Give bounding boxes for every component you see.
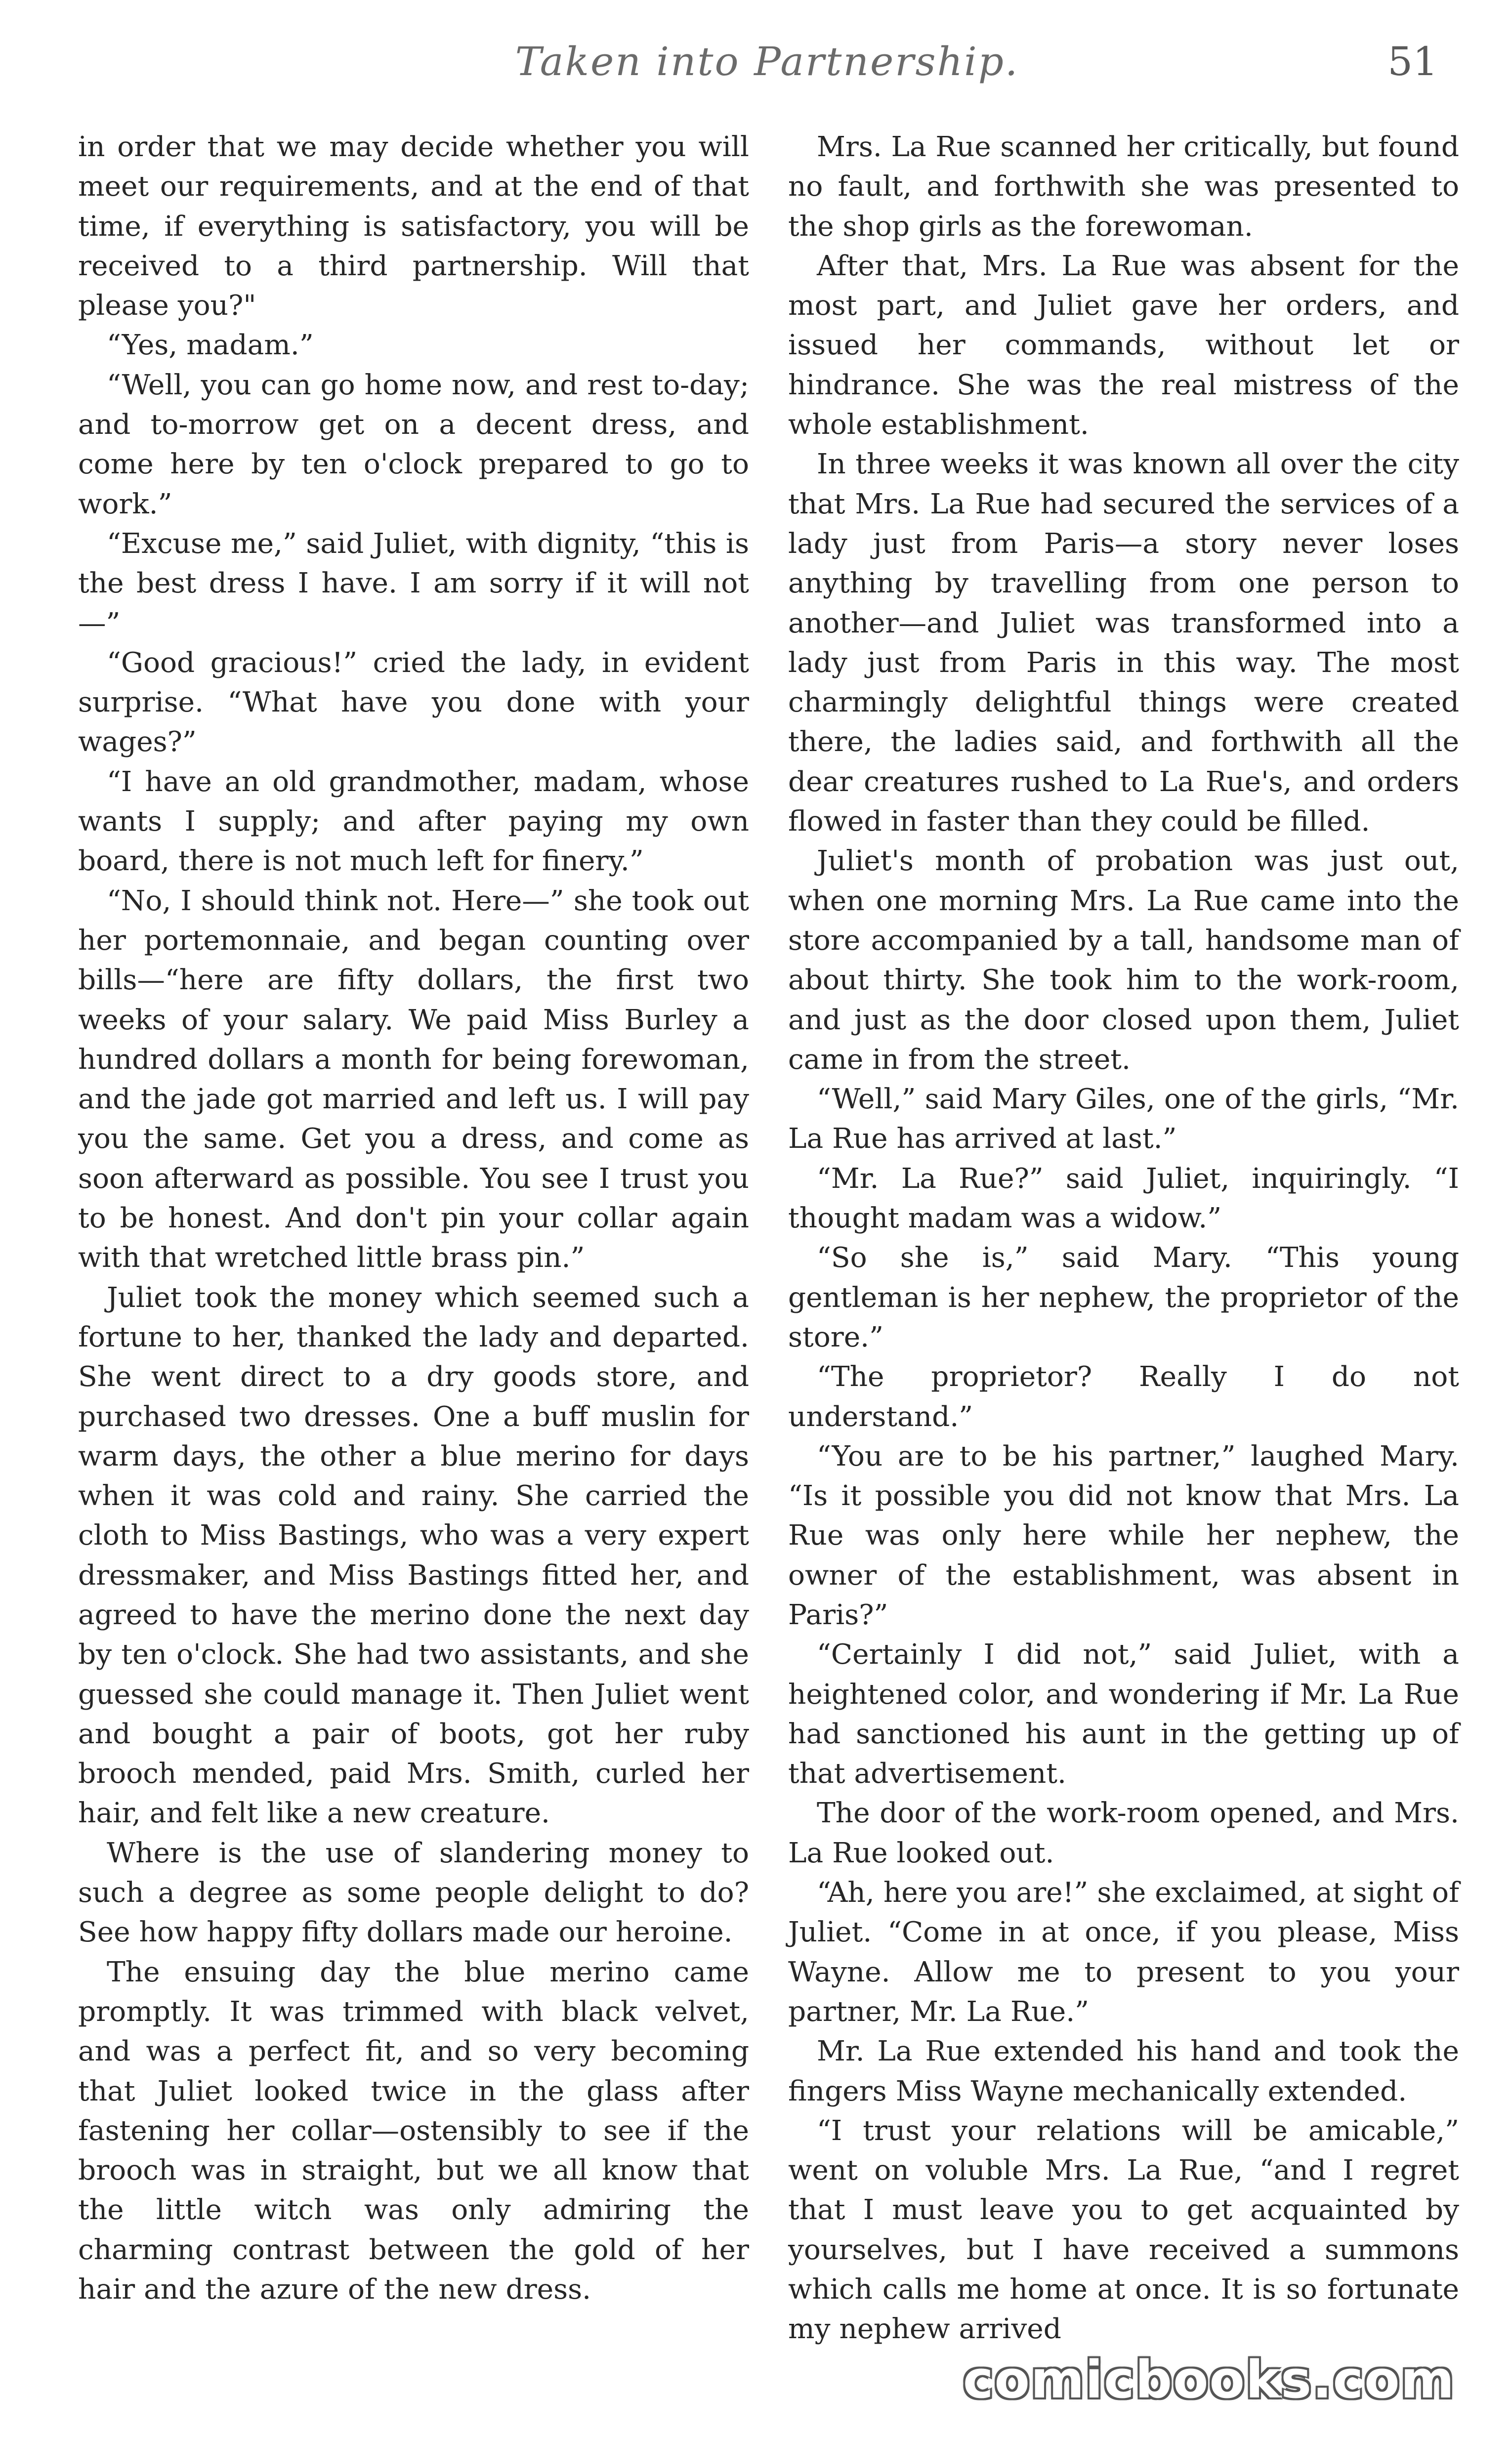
paragraph: Juliet took the money which seemed such a fortune to her, thanked the lady and departed. She went direct to a dry goods store, and purchased two dresses. One a buff muslin for warm days, the other a blue merino for days when it was cold and rainy. She carried the cloth to Miss Bastings, who was a very expert dressmaker, and Miss Bastings fitted her, and agreed to have the merino done the next day by ten o'clock. She had two assistants, and she guessed she could manage it. Then Juliet went and bought a pair of boots, got her ruby brooch mended, paid Mrs. Smith, curled her hair, and felt like a new creature.: [78, 1281, 749, 1830]
paragraph: “The proprietor? Really I do not understand.”: [788, 1361, 1459, 1433]
paragraph: “Yes, madam.”: [107, 329, 314, 362]
paragraph: Where is the use of slandering money to such a degree as some people delight to do? See how happy fifty dollars made our heroine.: [78, 1837, 749, 1949]
paragraph: “I have an old grandmother, madam, whose wants I supply; and after paying my own board, there is not much left for finery.”: [78, 765, 749, 878]
paragraph: In three weeks it was known all over the city that Mrs. La Rue had secured the services of a lady just from Paris—a story never loses anything by travelling from one person to another—and Juliet was transformed into a lady just from Paris in this way. The most charmingly delightful things were created there, the ladies said, and forthwith all the dear creatures rushed to La Rue's, and orders flowed in faster than they could be filled.: [788, 448, 1459, 838]
watermark: comicbooks.com: [963, 2350, 1455, 2410]
paragraph: “Mr. La Rue?” said Juliet, inquiringly. “I thought madam was a widow.”: [788, 1162, 1459, 1235]
paragraph: “Good gracious!” cried the lady, in evident surprise. “What have you done with your wages?”: [78, 646, 749, 758]
paragraph: Mr. La Rue extended his hand and took the fingers Miss Wayne mechanically extended.: [788, 2035, 1459, 2107]
paragraph: “Excuse me,” said Juliet, with dignity, “this is the best dress I have. I am sorry if it will not—”: [78, 527, 749, 639]
page-header: [77, 39, 1458, 93]
paragraph: “Ah, here you are!” she exclaimed, at sight of Juliet. “Come in at once, if you please, Miss Wayne. Allow me to present to you your partner, Mr. La Rue.”: [788, 1877, 1459, 2028]
paragraph: “You are to be his partner,” laughed Mary. “Is it possible you did not know that Mrs. La Rue was only here while her nephew, the owner of the establishment, was absent in Paris?”: [788, 1440, 1459, 1631]
paragraph: in order that we may decide whether you will meet our requirements, and at the end of that time, if everything is satisfactory, you will be received to a third partnership. Will that please you?": [78, 131, 749, 322]
paragraph: Juliet's month of probation was just out, when one morning Mrs. La Rue came into the store accompanied by a tall, handsome man of about thirty. She took him to the work-room, and just as the door closed upon them, Juliet came in from the street.: [788, 845, 1459, 1076]
paragraph: The door of the work-room opened, and Mrs. La Rue looked out.: [788, 1797, 1459, 1869]
paragraph: “No, I should think not. Here—” she took out her portemonnaie, and began counting over bills—“here are fifty dollars, the first two weeks of your salary. We paid Miss Burley a hundred dollars a month for being forewoman, and the jade got married and left us. I will pay you the same. Get you a dress, and come as soon afterward as possible. You see I trust you to be honest. And don't pin your collar again with that wretched little brass pin.”: [78, 884, 749, 1274]
left-column: [78, 127, 749, 2310]
page-number: 51: [1387, 39, 1438, 84]
paragraph: The ensuing day the blue merino came promptly. It was trimmed with black velvet, and was a perfect fit, and so very becoming that Juliet looked twice in the glass after fastening her collar—ostensibly to see if the brooch was in straight, but we all know that the little witch was only admiring the charming contrast between the gold of her hair and the azure of the new dress.: [78, 1956, 749, 2306]
paragraph: Mrs. La Rue scanned her critically, but found no fault, and forthwith she was presented to the shop girls as the forewoman.: [788, 131, 1459, 243]
paragraph: “I trust your relations will be amicable,” went on voluble Mrs. La Rue, “and I regret that I must leave you to get acquainted by yourselves, but I have received a summons which calls me home at once. It is so fortunate my nephew arrived: [788, 2114, 1459, 2346]
paragraph: “Certainly I did not,” said Juliet, with a heightened color, and wondering if Mr. La Rue had sanctioned his aunt in the getting up of that advertisement.: [788, 1639, 1459, 1790]
paragraph: “Well, you can go home now, and rest to-day; and to-morrow get on a decent dress, and come here by ten o'clock prepared to go to work.”: [78, 369, 749, 520]
paragraph: After that, Mrs. La Rue was absent for the most part, and Juliet gave her orders, and issued her commands, without let or hindrance. She was the real mistress of the whole establishment.: [788, 250, 1459, 441]
paragraph: “Well,” said Mary Giles, one of the girls, “Mr. La Rue has arrived at last.”: [788, 1083, 1459, 1155]
running-title: Taken into Partnership.: [515, 39, 1019, 84]
right-column: [788, 127, 1459, 2350]
paragraph: “So she is,” said Mary. “This young gentleman is her nephew, the proprietor of the store.”: [788, 1242, 1459, 1353]
